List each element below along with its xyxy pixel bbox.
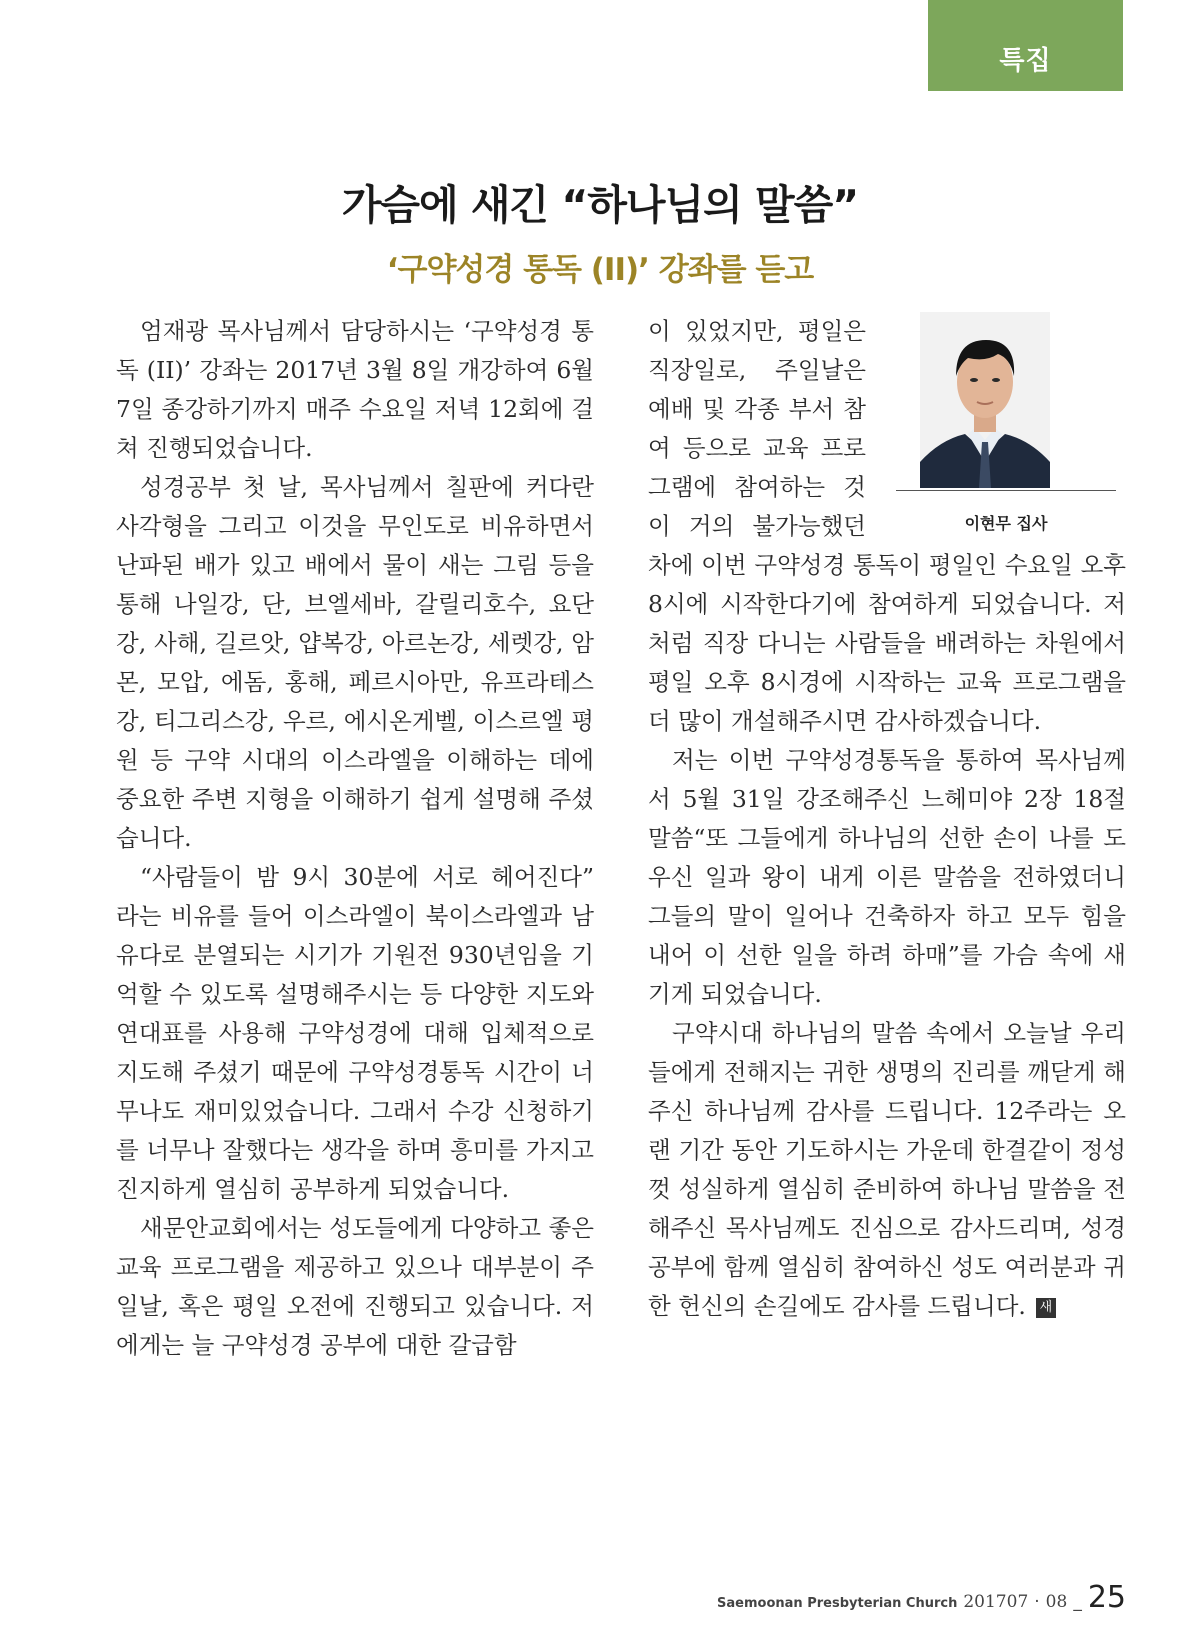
- page-footer: [717, 1580, 1126, 1615]
- caption-divider: [896, 490, 1116, 491]
- footer-issue-month: 08: [1045, 1592, 1068, 1612]
- portrait-illustration: [920, 312, 1050, 488]
- section-tag: 특집: [928, 0, 1123, 91]
- paragraph: 저는 이번 구약성경통독을 통하여 목사님께서 5월 31일 강조해주신 느헤미야 2장 18절 말씀“또 그들에게 하나님의 선한 손이 나를 도우신 일과 왕이 내게 이른 말씀을 전하였더니 그들의 말이 일어나 건축하자 하고 모두 힘을 내어 이 선한 일을 하려 하매”를 가슴 속에 새기게 되었습니다.: [648, 746, 1126, 1008]
- end-mark-icon: 새: [1036, 1298, 1056, 1318]
- paragraph: 이 있었지만, 평일은 직장일로, 주일날은 예배 및 각종 부서 참여 등으로 교육 프로그램에 참여하는 것이 거의 불가능했던 차에 이번 구약성경 통독이 평일인 수요일 오후 8시에 시작한다기에 참여하게 되었습니다. 저처럼 직장 다니는 사람들을 배려하는 차원에서 평일 오후 8시경에 시작하는 교육 프로그램을 더 많이 개설해주시면 감사하겠습니다.: [648, 317, 1126, 735]
- paragraph: 엄재광 목사님께서 담당하시는 ‘구약성경 통독 (II)’ 강좌는 2017년 3월 8일 개강하여 6월 7일 종강하기까지 매주 수요일 저녁 12회에 걸쳐 진행되었습니다.: [116, 317, 594, 462]
- footer-separator: ·: [1034, 1592, 1040, 1612]
- paragraph: “사람들이 밤 9시 30분에 서로 헤어진다” 라는 비유를 들어 이스라엘이 북이스라엘과 남유다로 분열되는 시기가 기원전 930년임을 기억할 수 있도록 설명해주시는 등 다양한 지도와 연대표를 사용해 구약성경에 대해 입체적으로 지도해 주셨기 때문에 구약성경통독 시간이 너무나도 재미있었습니다. 그래서 수강 신청하기를 너무나 잘했다는 생각을 하며 흥미를 가지고 진지하게 열심히 공부하게 되었습니다.: [116, 863, 594, 1203]
- author-photo-box: [886, 312, 1126, 534]
- footer-church-name: Saemoonan Presbyterian Church: [717, 1596, 958, 1611]
- paragraph: 성경공부 첫 날, 목사님께서 칠판에 커다란 사각형을 그리고 이것을 무인도로 비유하면서 난파된 배가 있고 배에서 물이 새는 그림 등을 통해 나일강, 단, 브엘세바, 갈릴리호수, 요단강, 사해, 길르앗, 얍복강, 아르논강, 세렛강, 암몬, 모압, 에돔, 홍해, 페르시아만, 유프라테스강, 티그리스강, 우르, 에시온게벨, 이스르엘 평원 등 구약 시대의 이스라엘을 이해하는 데에 중요한 주변 지형을 이해하기 쉽게 설명해 주셨습니다.: [116, 473, 594, 852]
- footer-separator: _: [1073, 1592, 1082, 1612]
- paragraph: 새문안교회에서는 성도들에게 다양하고 좋은 교육 프로그램을 제공하고 있으나 대부분이 주일날, 혹은 평일 오전에 진행되고 있습니다. 저에게는 늘 구약성경 공부에 대한 갈급함: [116, 1214, 594, 1359]
- paragraph-text: 구약시대 하나님의 말씀 속에서 오늘날 우리들에게 전해지는 귀한 생명의 진리를 깨닫게 해주신 하나님께 감사를 드립니다. 12주라는 오랜 기간 동안 기도하시는 가운데 한결같이 정성껏 성실하게 열심히 준비하여 하나님 말씀을 전해주신 목사님께도 진심으로 감사드리며, 성경공부에 함께 열심히 참여하신 성도 여러분과 귀한 헌신의 손길에도 감사를 드립니다.: [648, 1019, 1126, 1320]
- article-title: 가슴에 새긴 “하나님의 말씀”: [341, 181, 859, 229]
- author-photo: [920, 312, 1050, 488]
- paragraph: [648, 1014, 1126, 1326]
- left-column: [116, 312, 594, 1365]
- article-subtitle: ‘구약성경 통독 (II)’ 강좌를 듣고: [386, 252, 814, 288]
- right-column: [648, 312, 1126, 1326]
- footer-issue: 201707: [963, 1592, 1029, 1612]
- author-caption: 이현무 집사: [964, 514, 1048, 533]
- page-number: 25: [1087, 1580, 1126, 1615]
